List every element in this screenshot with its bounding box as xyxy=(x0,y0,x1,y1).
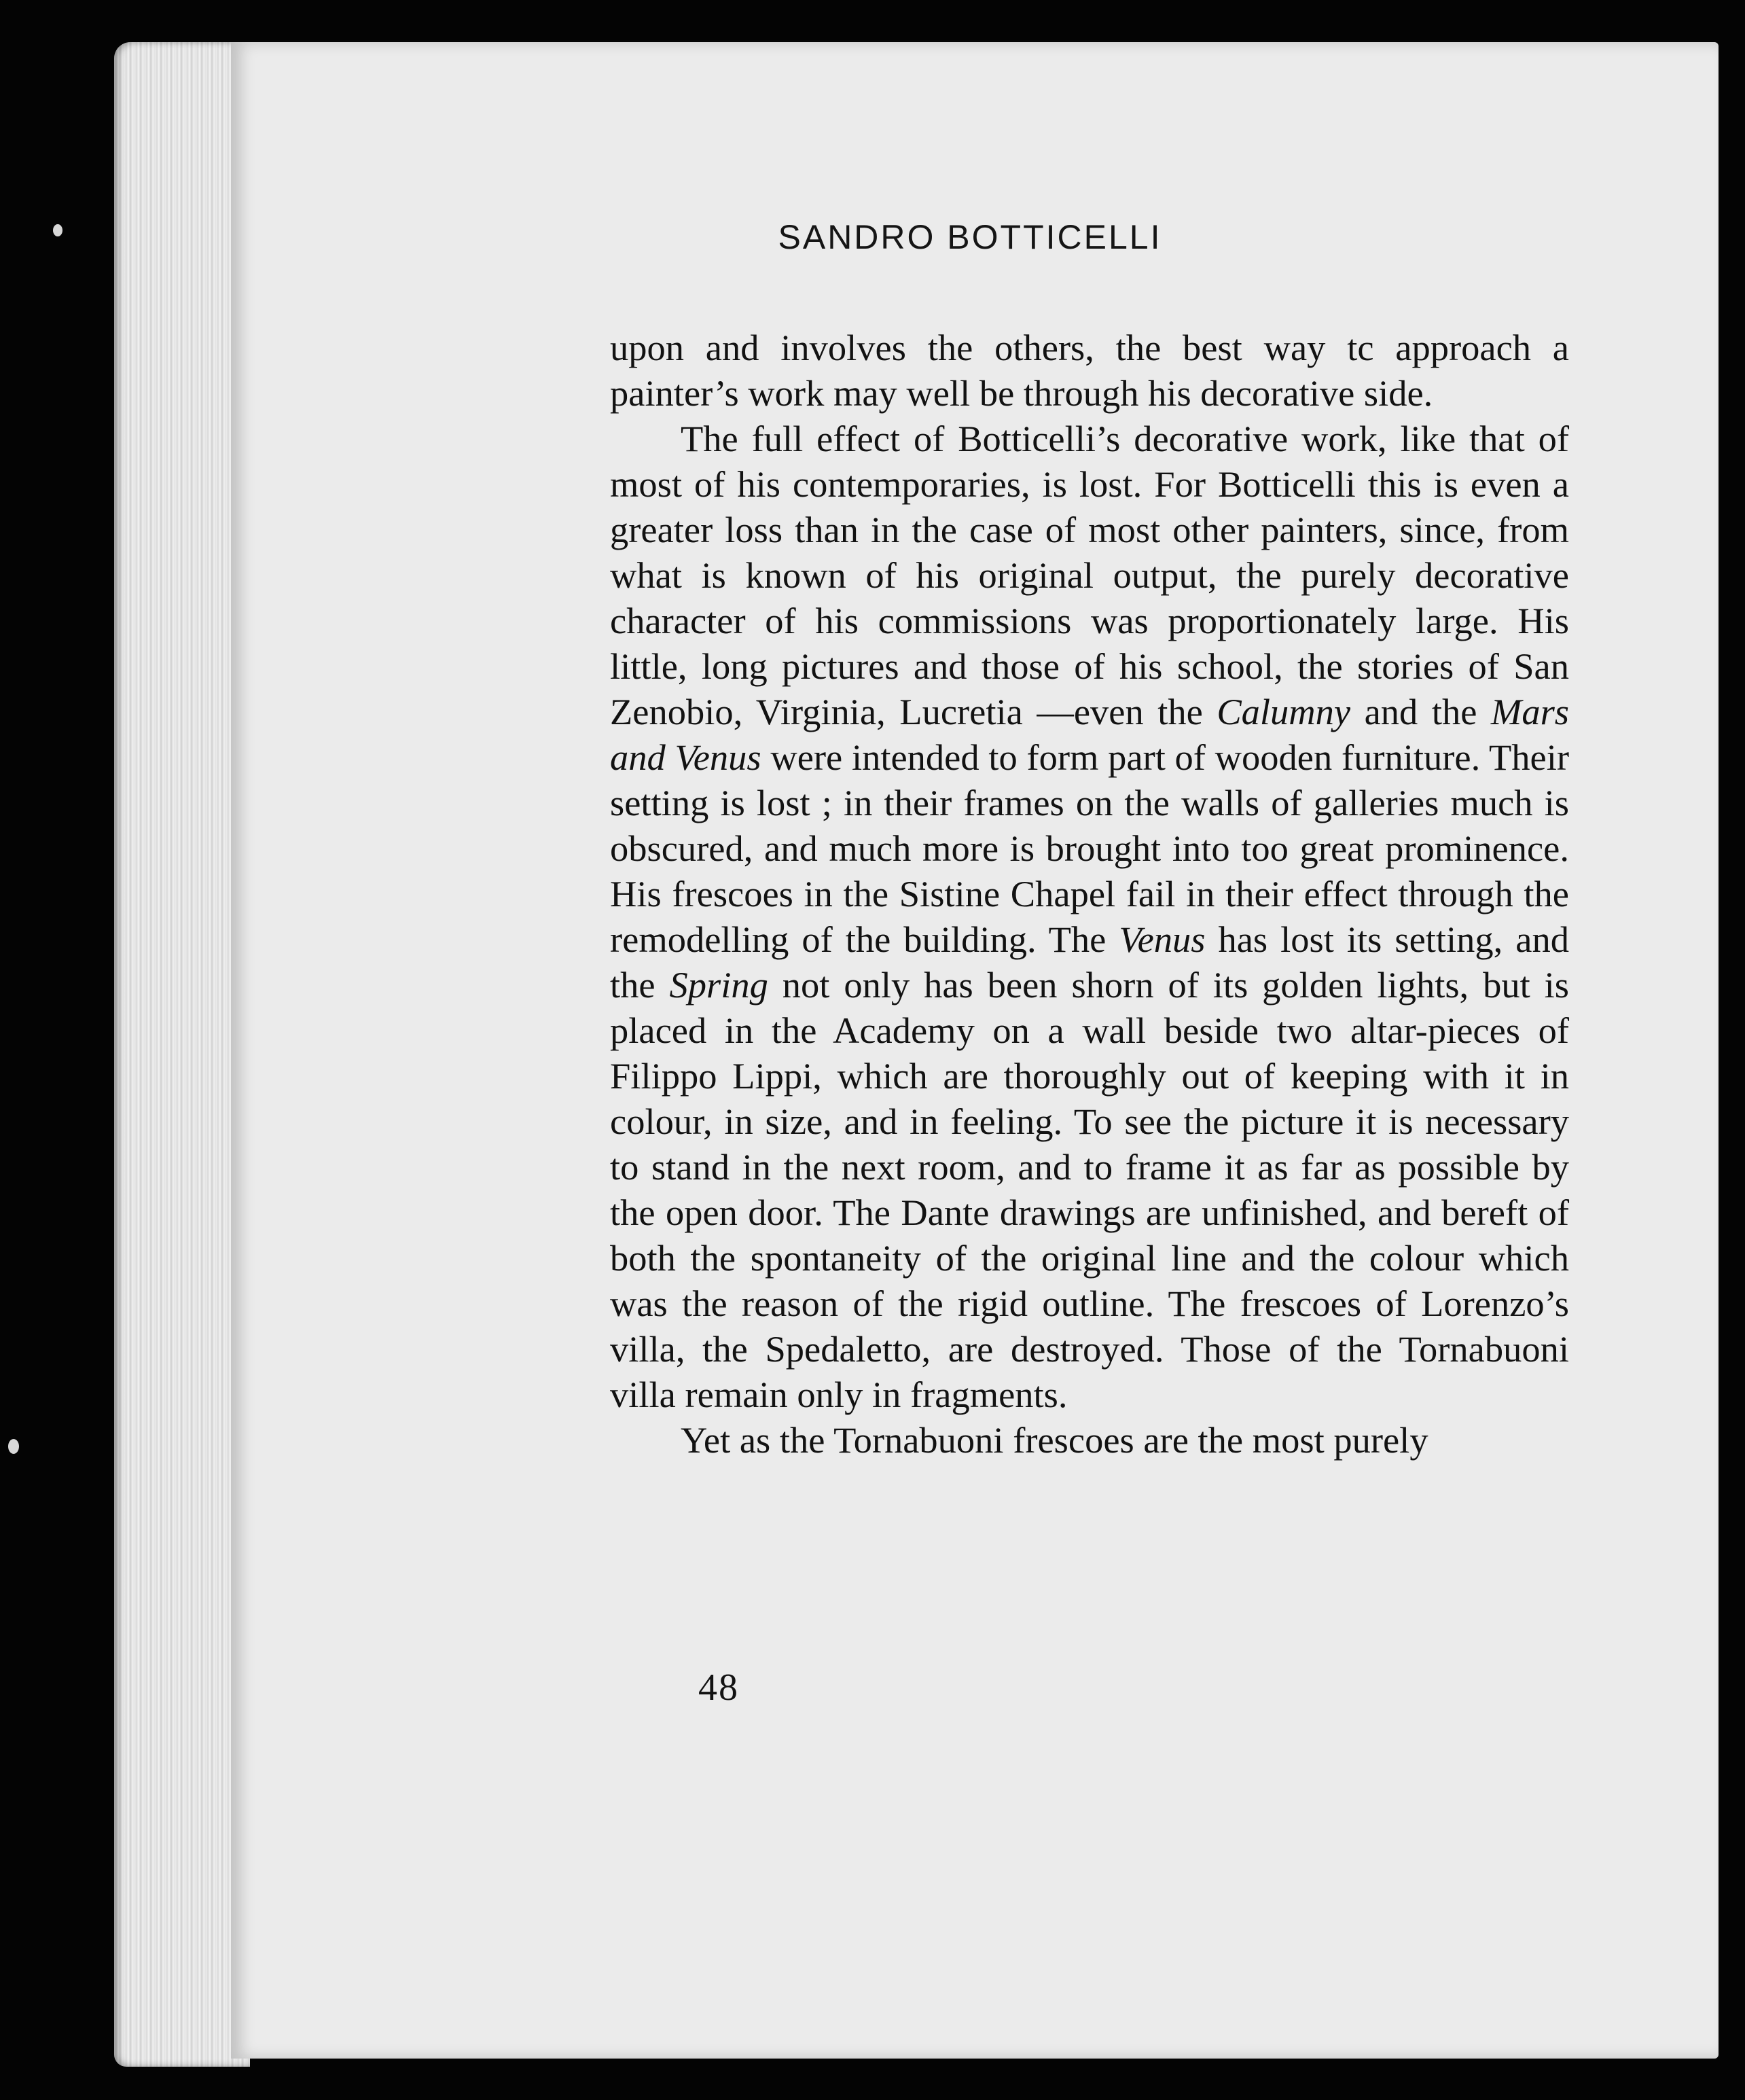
paragraph xyxy=(610,416,1569,1417)
text-run: not only has been shorn of its golden lights, but is placed in the Academy on a wall beside two altar-pieces of Filippo Lippi, which are thoroughly out of keeping with it in colour, in size, and in feeling. To see the picture it is necessary to stand in the next room, and to frame it as far as possible by the open door. The Dante drawings are unfinished, and bereft of both the spontaneity of the original line and the colour which was the reason of the rigid outline. The frescoes of Lorenzo’s villa, the Spedaletto, are destroyed. Those of the Tornabuoni villa remain only in fragments. xyxy=(610,964,1569,1415)
text-run: Yet as the Tornabuoni frescoes are the most purely xyxy=(681,1419,1428,1461)
running-head: SANDRO BOTTICELLI xyxy=(778,218,1162,256)
italic-title: Spring xyxy=(669,964,768,1005)
dust-speck xyxy=(8,1439,19,1454)
text-run: has lost its setting, and the xyxy=(610,919,1569,1005)
page-number: 48 xyxy=(698,1667,739,1709)
italic-title: Venus xyxy=(1119,919,1206,960)
text-run: upon and involves the others, the best way tc approach a painter’s work may well be through his decorative side. xyxy=(610,327,1569,414)
paragraph xyxy=(610,1417,1569,1463)
text-run: The full effect of Botticelli’s decorative work, like that of most of his contemporaries, is lost. For Botticelli this is even a greater loss than in the case of most other painters, since, from what is known of his original output, the purely decorative character of his commissions was proportionately large. His little, long pictures and those of his school, the stories of San Zenobio, Virginia, Lucretia —even the xyxy=(610,418,1569,732)
body-text xyxy=(610,325,1569,1463)
book-page-edges xyxy=(114,42,250,2067)
italic-title: Calumny xyxy=(1217,691,1351,732)
text-run: were intended to form part of wooden furniture. Their setting is lost ; in their frames on the walls of galleries much is obscured, and much more is brought into too great prominence. His frescoes in the Sistine Chapel fail in their effect through the remodelling of the building. The xyxy=(610,736,1569,960)
paragraph xyxy=(610,325,1569,416)
italic-title: Mars and Venus xyxy=(610,691,1569,778)
text-run: and the xyxy=(1350,691,1491,732)
dust-speck xyxy=(53,224,62,236)
